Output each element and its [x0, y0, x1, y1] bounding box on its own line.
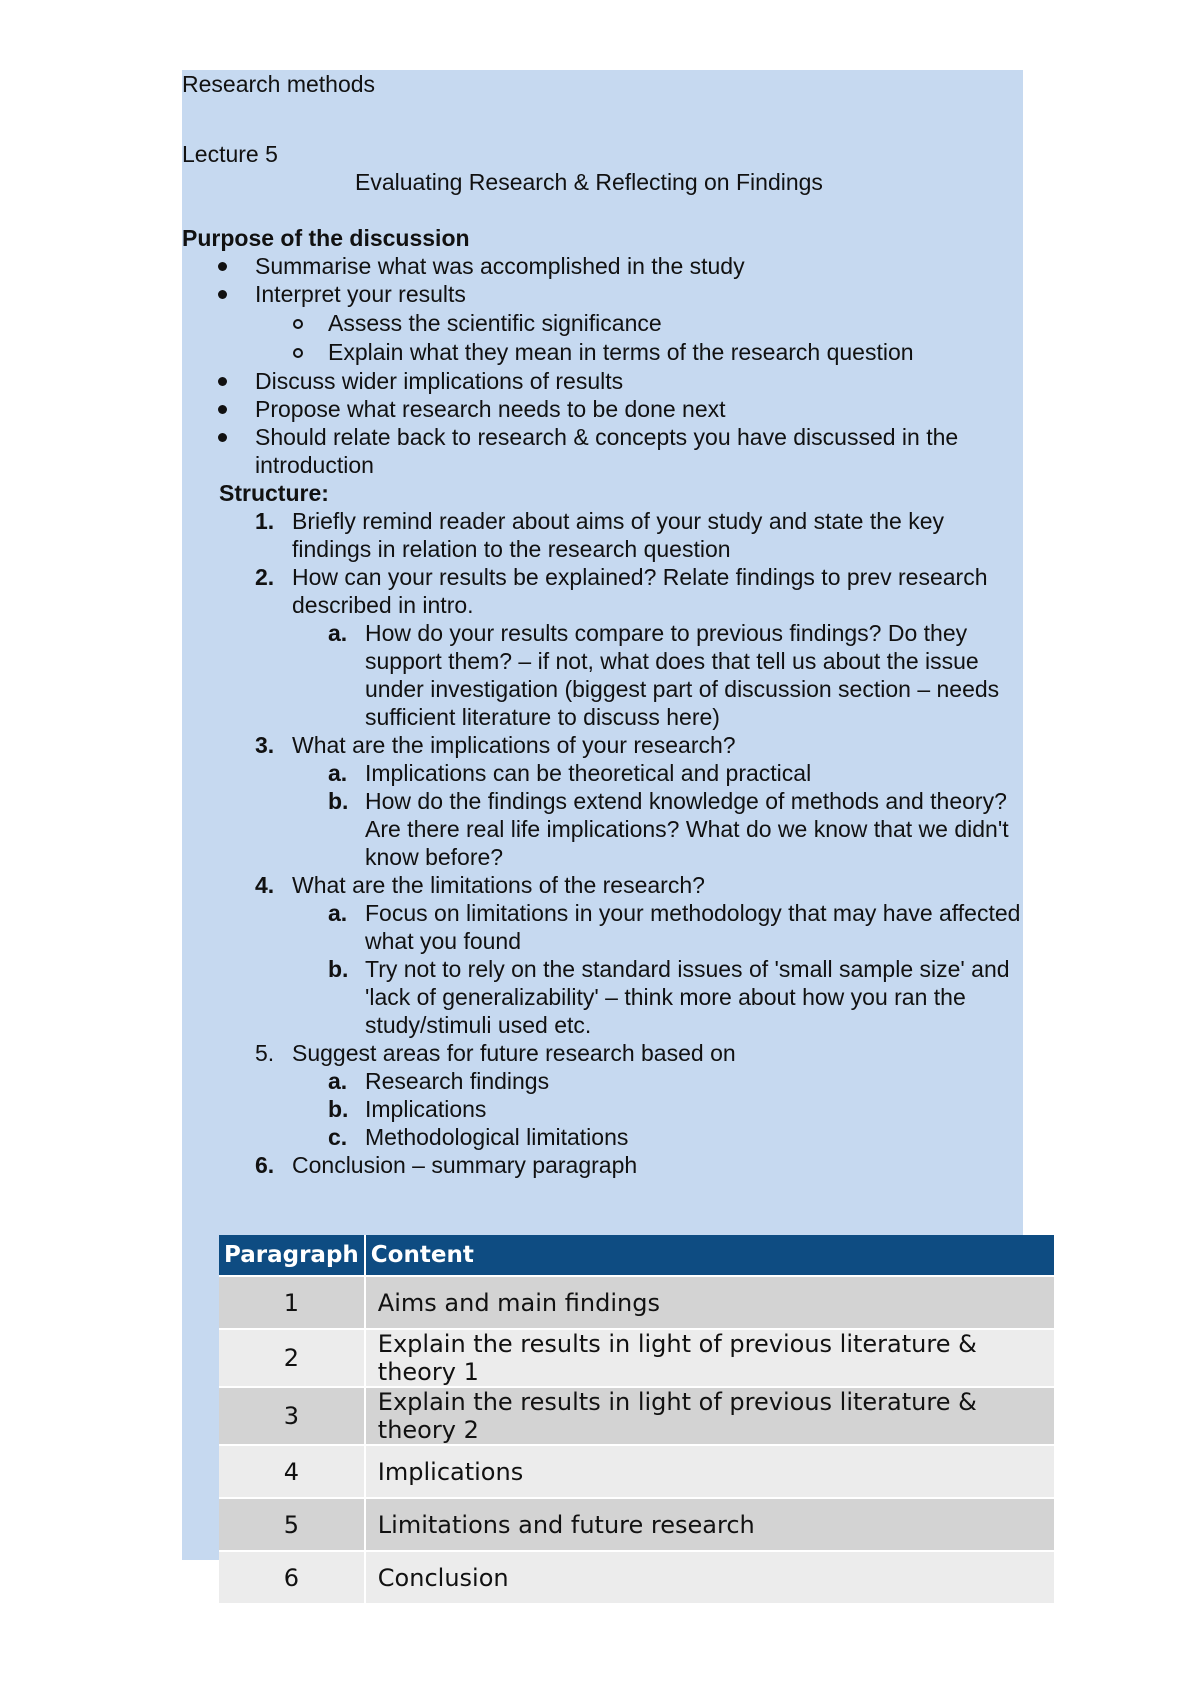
content-cell: Conclusion [365, 1551, 1054, 1603]
paragraph-cell: 6 [219, 1551, 365, 1603]
table-row [219, 1329, 1054, 1387]
structure-item: 6. Conclusion – summary paragraph [255, 1152, 638, 1178]
bullet-icon [218, 433, 227, 442]
list-item: Interpret your results [182, 280, 1023, 308]
structure-item: 2. How can your results be explained? Relate findings to prev research described in intro. [255, 564, 988, 618]
paragraph-cell: 1 [219, 1276, 365, 1329]
content-cell: Aims and main findings [365, 1276, 1054, 1329]
bullet-icon [218, 405, 227, 414]
content-cell: Limitations and future research [365, 1498, 1054, 1551]
column-header-content: Content [365, 1235, 1054, 1276]
paragraph-cell: 2 [219, 1329, 365, 1387]
content-cell: Explain the results in light of previous literature & theory 1 [365, 1329, 1054, 1387]
structure-sub-item: a. Focus on limitations in your methodology that may have affected what you found [328, 900, 1021, 954]
structure-item: 3. What are the implications of your research? [255, 732, 736, 758]
structure-sub-item: a. How do your results compare to previous findings? Do they support them? – if not, what does that tell us about the issue under investigation (biggest part of discussion section – needs sufficient literature to discuss here) [328, 620, 1000, 730]
list-item: Summarise what was accomplished in the study [182, 252, 1023, 280]
table-row [219, 1551, 1054, 1603]
bullet-icon [218, 290, 227, 299]
paragraph-cell: 5 [219, 1498, 365, 1551]
column-header-paragraph: Paragraph [219, 1235, 365, 1276]
structure-item: 5. Suggest areas for future research based on [255, 1040, 736, 1066]
structure-sub-item: a. Research findings [328, 1068, 550, 1094]
table-row [219, 1387, 1054, 1445]
content-cell: Explain the results in light of previous literature & theory 2 [365, 1387, 1054, 1445]
lecture-number: Lecture 5 [182, 141, 278, 167]
structure-list [182, 507, 1023, 1179]
structure-sub-item: c. Methodological limitations [328, 1124, 629, 1150]
table-row [219, 1498, 1054, 1551]
purpose-heading: Purpose of the discussion [182, 225, 470, 251]
structure-sub-item: b. Try not to rely on the standard issues of 'small sample size' and 'lack of generalizability' – think more about how you ran the study/stimuli used etc. [328, 956, 1010, 1038]
list-item: Propose what research needs to be done next [182, 395, 1023, 423]
lecture-title: Evaluating Research & Reflecting on Findings [355, 169, 823, 195]
paragraph-cell: 3 [219, 1387, 365, 1445]
structure-item: 4. What are the limitations of the research? [255, 872, 705, 898]
bullet-icon [218, 262, 227, 271]
circle-bullet-icon [293, 348, 303, 358]
list-item: Should relate back to research & concepts you have discussed in the introduction [182, 423, 1023, 479]
purpose-list [182, 252, 1023, 479]
structure-heading: Structure: [219, 480, 329, 506]
table-row [219, 1276, 1054, 1329]
list-item: Discuss wider implications of results [182, 367, 1023, 395]
lecture-notes [182, 70, 1023, 1179]
structure-sub-item: b. How do the findings extend knowledge of methods and theory? Are there real life implications? What do we know that we didn't know before? [328, 788, 1009, 870]
content-cell: Implications [365, 1445, 1054, 1498]
sub-list-item: Assess the scientific significance [182, 309, 1023, 337]
table-header-row [219, 1235, 1054, 1276]
paragraph-cell: 4 [219, 1445, 365, 1498]
circle-bullet-icon [293, 319, 303, 329]
discussion-structure-table [219, 1235, 1054, 1603]
bullet-icon [218, 377, 227, 386]
table-row [219, 1445, 1054, 1498]
structure-sub-item: a. Implications can be theoretical and practical [328, 760, 812, 786]
structure-sub-item: b. Implications [328, 1096, 487, 1122]
sub-list-item: Explain what they mean in terms of the research question [182, 338, 1023, 366]
course-name: Research methods [182, 71, 376, 97]
structure-item: 1. Briefly remind reader about aims of your study and state the key findings in relation to the research question [255, 508, 944, 562]
